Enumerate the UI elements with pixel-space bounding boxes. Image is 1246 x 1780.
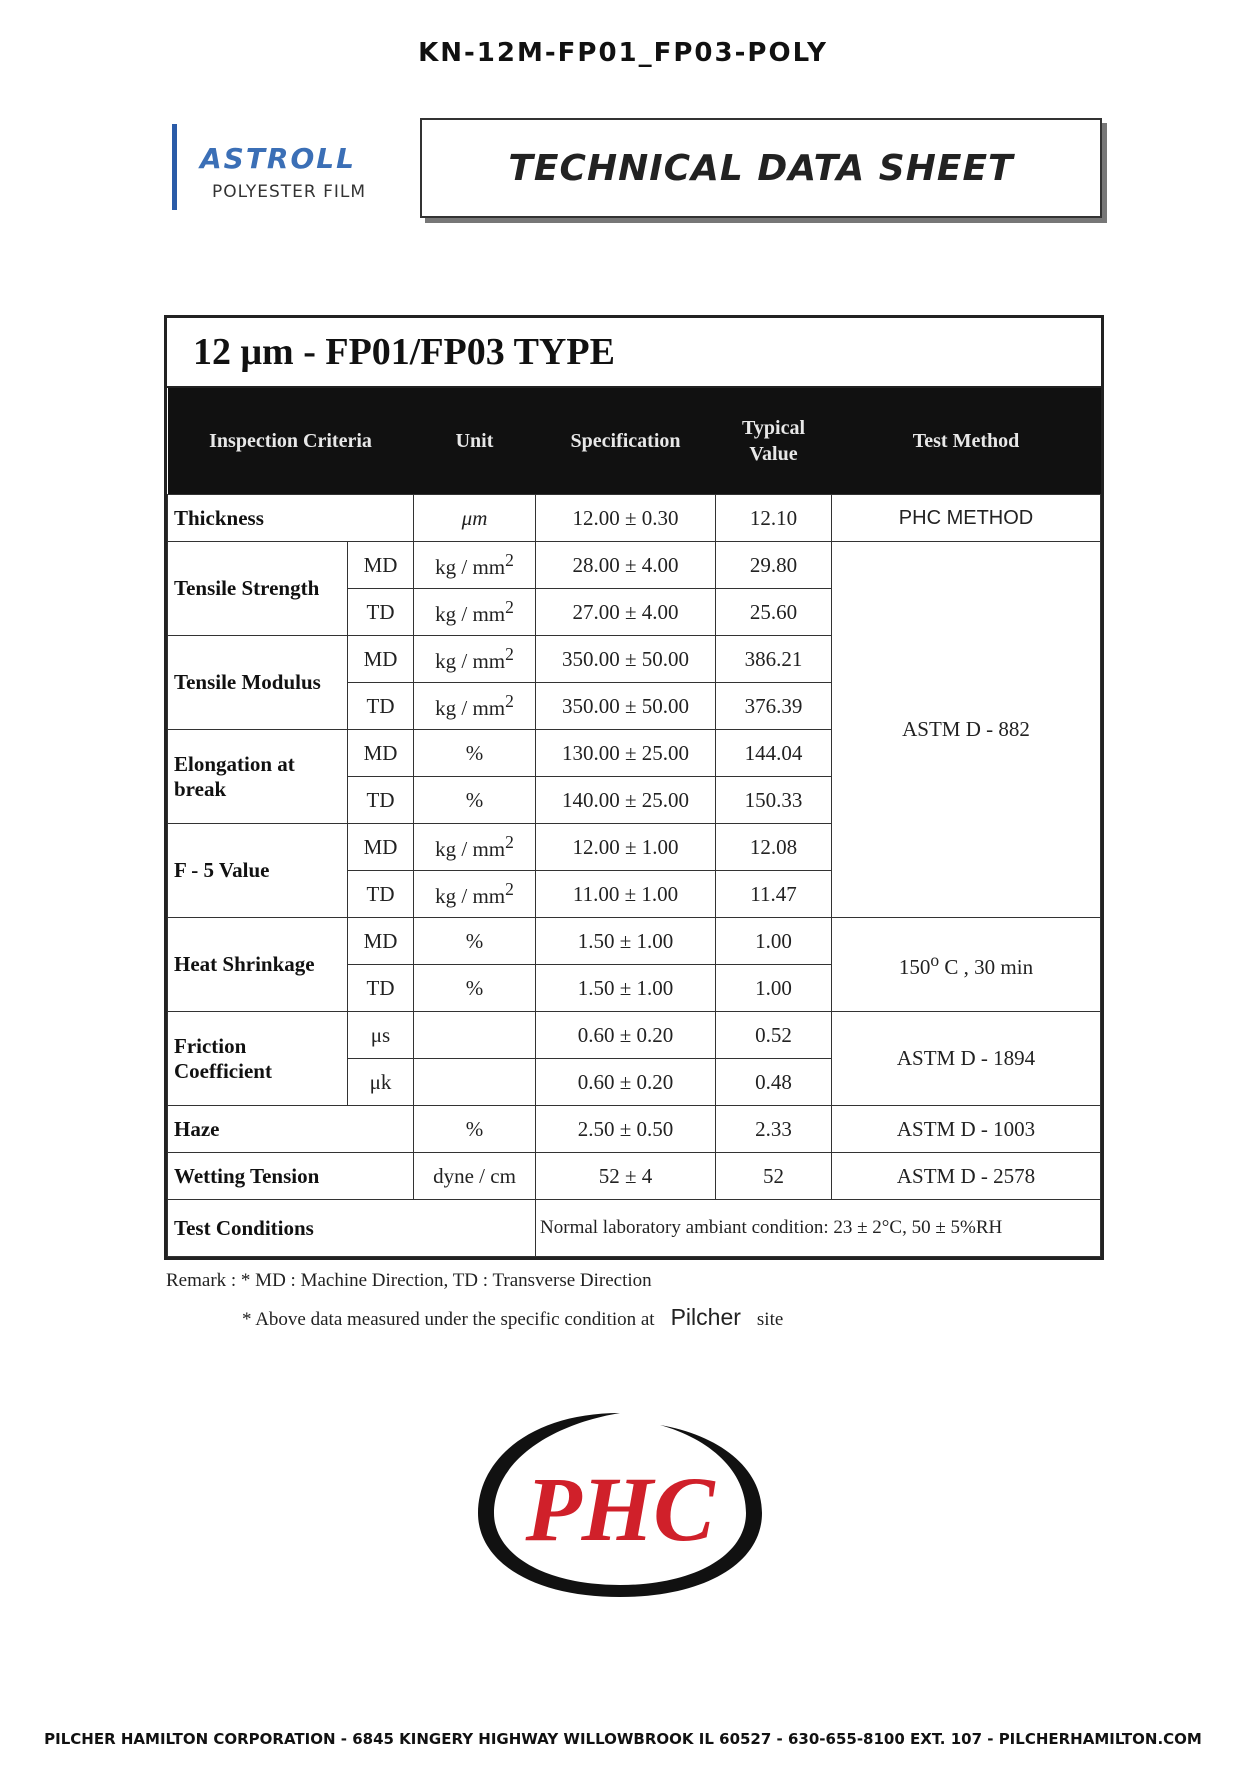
spec-cell: 12.00 ± 1.00 bbox=[536, 824, 716, 871]
haze-label: Haze bbox=[168, 1106, 414, 1153]
table-header-row bbox=[168, 388, 1101, 495]
unit-cell bbox=[414, 871, 536, 918]
typical-cell: 386.21 bbox=[716, 636, 832, 683]
typical-cell: 1.00 bbox=[716, 965, 832, 1012]
method-temp: 150 bbox=[898, 954, 931, 979]
direction-cell: MD bbox=[348, 918, 414, 965]
wetting-method: ASTM D - 2578 bbox=[832, 1153, 1101, 1200]
spec-cell: 350.00 ± 50.00 bbox=[536, 636, 716, 683]
unit-cell bbox=[414, 636, 536, 683]
spec-cell: 1.50 ± 1.00 bbox=[536, 918, 716, 965]
wetting-label: Wetting Tension bbox=[168, 1153, 414, 1200]
thickness-spec: 12.00 ± 0.30 bbox=[536, 495, 716, 542]
direction-cell: MD bbox=[348, 824, 414, 871]
haze-typical: 2.33 bbox=[716, 1106, 832, 1153]
direction-cell: TD bbox=[348, 871, 414, 918]
direction-cell: MD bbox=[348, 542, 414, 589]
spec-cell: 1.50 ± 1.00 bbox=[536, 965, 716, 1012]
unit-cell: % bbox=[414, 918, 536, 965]
direction-cell: μk bbox=[348, 1059, 414, 1106]
unit-superscript: 2 bbox=[505, 550, 514, 570]
friction-label bbox=[168, 1012, 348, 1106]
unit-text: kg / mm bbox=[435, 602, 506, 626]
typical-cell: 150.33 bbox=[716, 777, 832, 824]
header-typical-line1: Typical bbox=[742, 417, 805, 439]
remark-site-name: Pilcher bbox=[670, 1304, 741, 1330]
spec-table bbox=[167, 388, 1101, 1257]
unit-superscript: 2 bbox=[505, 644, 514, 664]
haze-spec: 2.50 ± 0.50 bbox=[536, 1106, 716, 1153]
phc-logo-text: PHC bbox=[525, 1458, 715, 1560]
f5-label: F - 5 Value bbox=[168, 824, 348, 918]
wetting-unit: dyne / cm bbox=[414, 1153, 536, 1200]
typical-cell: 29.80 bbox=[716, 542, 832, 589]
astroll-logo bbox=[172, 122, 402, 212]
spec-cell: 350.00 ± 50.00 bbox=[536, 683, 716, 730]
unit-cell bbox=[414, 542, 536, 589]
method-rest: C , 30 min bbox=[939, 954, 1034, 979]
typical-cell: 1.00 bbox=[716, 918, 832, 965]
spec-cell: 0.60 ± 0.20 bbox=[536, 1012, 716, 1059]
table-row bbox=[168, 918, 1101, 965]
table-row bbox=[168, 542, 1101, 589]
document-code: KN-12M-FP01_FP03-POLY bbox=[418, 38, 828, 68]
typical-cell: 25.60 bbox=[716, 589, 832, 636]
table-row bbox=[168, 1200, 1101, 1257]
direction-cell: μs bbox=[348, 1012, 414, 1059]
thickness-method: PHC METHOD bbox=[832, 495, 1101, 542]
direction-cell: MD bbox=[348, 636, 414, 683]
direction-cell: TD bbox=[348, 965, 414, 1012]
friction-label-line2: Coefficient bbox=[174, 1058, 272, 1083]
elongation-label-line2: break bbox=[174, 776, 227, 801]
spec-cell: 0.60 ± 0.20 bbox=[536, 1059, 716, 1106]
typical-cell: 12.08 bbox=[716, 824, 832, 871]
wetting-spec: 52 ± 4 bbox=[536, 1153, 716, 1200]
unit-cell bbox=[414, 683, 536, 730]
thickness-typical: 12.10 bbox=[716, 495, 832, 542]
heat-shrinkage-method bbox=[832, 918, 1101, 1012]
unit-cell bbox=[414, 824, 536, 871]
product-title: 12 μm - FP01/FP03 TYPE bbox=[167, 318, 1101, 388]
typical-cell: 0.52 bbox=[716, 1012, 832, 1059]
elongation-label-line1: Elongation at bbox=[174, 751, 295, 776]
unit-text: kg / mm bbox=[435, 837, 506, 861]
logo-wordmark: ASTROLL bbox=[200, 142, 356, 175]
test-conditions-value: Normal laboratory ambiant condition: 23 ± 2°C, 50 ± 5%RH bbox=[536, 1200, 1101, 1257]
remark-line2-suffix: site bbox=[756, 1309, 784, 1330]
header-test-method: Test Method bbox=[832, 388, 1101, 495]
spec-cell: 27.00 ± 4.00 bbox=[536, 589, 716, 636]
spec-sheet bbox=[164, 315, 1104, 1260]
typical-cell: 11.47 bbox=[716, 871, 832, 918]
unit-cell: % bbox=[414, 730, 536, 777]
spec-cell: 28.00 ± 4.00 bbox=[536, 542, 716, 589]
logo-accent-bar bbox=[172, 124, 177, 210]
spec-cell: 130.00 ± 25.00 bbox=[536, 730, 716, 777]
spec-cell: 140.00 ± 25.00 bbox=[536, 777, 716, 824]
unit-text: kg / mm bbox=[435, 884, 506, 908]
typical-cell: 376.39 bbox=[716, 683, 832, 730]
table-row bbox=[168, 495, 1101, 542]
unit-superscript: 2 bbox=[505, 879, 514, 899]
logo-subtitle: POLYESTER FILM bbox=[212, 182, 367, 202]
wetting-typical: 52 bbox=[716, 1153, 832, 1200]
footer: PILCHER HAMILTON CORPORATION - 6845 KINGERY HIGHWAY WILLOWBROOK IL 60527 - 630-655-8100 EXT. 107 - PILCHERHAMILTON.COM bbox=[44, 1730, 1202, 1748]
thickness-label: Thickness bbox=[168, 495, 414, 542]
haze-unit: % bbox=[414, 1106, 536, 1153]
remark-line1: Remark : * MD : Machine Direction, TD : Transverse Direction bbox=[166, 1270, 652, 1291]
method-degree: o bbox=[930, 949, 940, 970]
spec-cell: 11.00 ± 1.00 bbox=[536, 871, 716, 918]
unit-superscript: 2 bbox=[505, 597, 514, 617]
test-conditions-label: Test Conditions bbox=[168, 1200, 536, 1257]
remarks bbox=[166, 1270, 783, 1331]
direction-cell: TD bbox=[348, 589, 414, 636]
typical-cell: 0.48 bbox=[716, 1059, 832, 1106]
table-row bbox=[168, 1012, 1101, 1059]
sheet-heading: TECHNICAL DATA SHEET bbox=[508, 147, 1014, 189]
typical-cell: 144.04 bbox=[716, 730, 832, 777]
direction-cell: MD bbox=[348, 730, 414, 777]
unit-cell: % bbox=[414, 965, 536, 1012]
tensile-strength-label: Tensile Strength bbox=[168, 542, 348, 636]
astm-882-method: ASTM D - 882 bbox=[832, 542, 1101, 918]
phc-logo bbox=[470, 1405, 770, 1605]
friction-method: ASTM D - 1894 bbox=[832, 1012, 1101, 1106]
friction-label-line1: Friction bbox=[174, 1033, 247, 1058]
header-specification: Specification bbox=[536, 388, 716, 495]
header-typical-value bbox=[716, 388, 832, 495]
tensile-modulus-label: Tensile Modulus bbox=[168, 636, 348, 730]
header-unit: Unit bbox=[414, 388, 536, 495]
unit-text: kg / mm bbox=[435, 696, 506, 720]
elongation-label bbox=[168, 730, 348, 824]
unit-superscript: 2 bbox=[505, 691, 514, 711]
unit-text: kg / mm bbox=[435, 555, 506, 579]
sheet-heading-box bbox=[420, 118, 1102, 218]
haze-method: ASTM D - 1003 bbox=[832, 1106, 1101, 1153]
unit-superscript: 2 bbox=[505, 832, 514, 852]
header-criteria: Inspection Criteria bbox=[168, 388, 414, 495]
direction-cell: TD bbox=[348, 683, 414, 730]
direction-cell: TD bbox=[348, 777, 414, 824]
remark-line2 bbox=[166, 1304, 783, 1331]
unit-cell: % bbox=[414, 777, 536, 824]
remark-line2-prefix: * Above data measured under the specific condition at bbox=[242, 1309, 655, 1330]
unit-cell bbox=[414, 589, 536, 636]
unit-cell bbox=[414, 1012, 536, 1059]
unit-cell bbox=[414, 1059, 536, 1106]
unit-text: kg / mm bbox=[435, 649, 506, 673]
thickness-unit: μm bbox=[414, 495, 536, 542]
table-row bbox=[168, 1106, 1101, 1153]
table-row bbox=[168, 1153, 1101, 1200]
header-typical-line2: Value bbox=[749, 443, 798, 465]
heat-shrinkage-label: Heat Shrinkage bbox=[168, 918, 348, 1012]
